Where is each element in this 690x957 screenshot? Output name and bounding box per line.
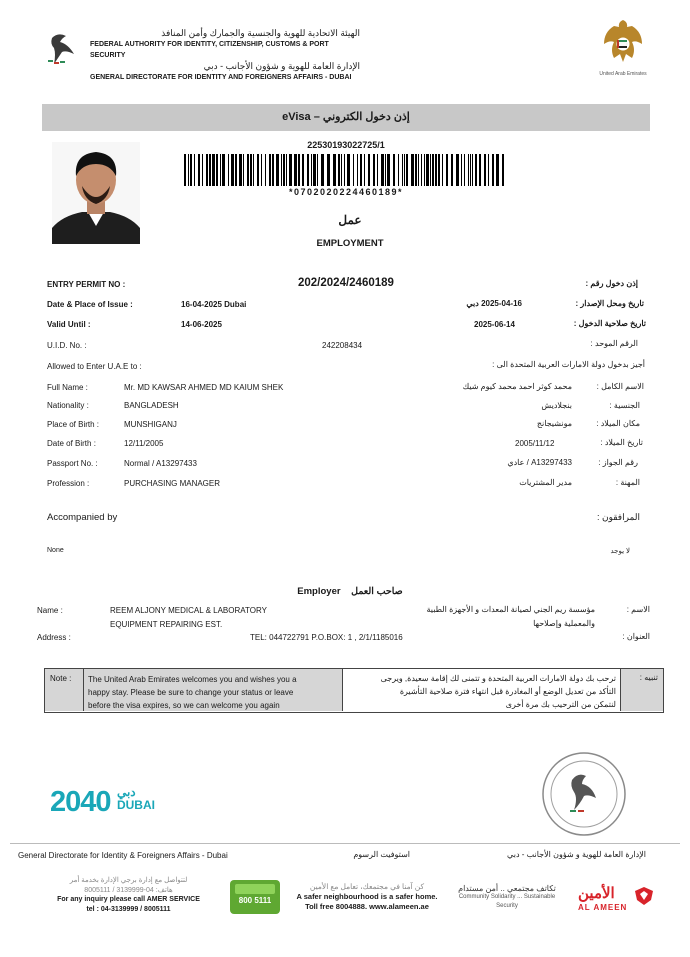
- note-label-en: Note :: [50, 674, 72, 683]
- footer-center-ar: استوفيت الرسوم: [353, 850, 410, 859]
- barcode-bar: [432, 154, 434, 186]
- barcode-bar: [247, 154, 249, 186]
- barcode-bar: [368, 154, 370, 186]
- entry-permit-value: 202/2024/2460189: [298, 277, 394, 289]
- barcode-bar: [216, 154, 218, 186]
- dubai-2040-number: 2040: [50, 786, 111, 818]
- barcode-bar: [231, 154, 234, 186]
- barcode-bar: [344, 154, 345, 186]
- nationality-label: Nationality :: [47, 401, 89, 410]
- dubai-2040-ar: دبي: [116, 785, 136, 799]
- employer-name-label: Name :: [37, 606, 63, 615]
- profession-value-ar: مدير المشتريات: [519, 478, 572, 487]
- employer-name-label-ar: الاسم :: [626, 605, 650, 614]
- barcode-icon: [184, 154, 508, 186]
- uid-label: U.I.D. No. :: [47, 341, 87, 350]
- barcode-bar: [222, 154, 225, 186]
- barcode-bar: [464, 154, 465, 186]
- barcode-bar: [385, 154, 386, 186]
- barcode-bar: [311, 154, 312, 186]
- valid-until-value-en: 14-06-2025: [181, 320, 222, 329]
- full-name-label-ar: الاسم الكامل :: [596, 382, 644, 391]
- ameen-en: A safer neighbourhood is a safer home.: [296, 892, 438, 901]
- barcode-bar: [438, 154, 440, 186]
- note-ar-line: لنتمكن من الترحيب بك مرة أخرى: [505, 700, 616, 709]
- employer-address-value: TEL: 044722791 P.O.BOX: 1 , 2/1/1185016: [250, 633, 403, 642]
- employer-name-ar-1: مؤسسة ريم الجني لصيانة المعدات و الأجهزة الطبية: [426, 605, 595, 614]
- footer-right-ar: الإدارة العامة للهوية و شؤون الأجانب - دبي: [507, 850, 646, 859]
- title-bar-text: [42, 110, 650, 123]
- entry-permit-label-ar: إذن دخول رقم :: [585, 279, 638, 288]
- barcode-bar: [470, 154, 471, 186]
- authority-name-en: FEDERAL AUTHORITY FOR IDENTITY, CITIZENSHIP, CUSTOMS & PORT SECURITY: [90, 41, 329, 59]
- barcode-bar: [209, 154, 211, 186]
- barcode-bar: [347, 154, 350, 186]
- barcode-bar: [461, 154, 462, 186]
- barcode-bar: [484, 154, 486, 186]
- passport-value-en: Normal / A13297433: [124, 459, 197, 468]
- barcode-bar: [426, 154, 429, 186]
- employer-heading: [250, 586, 450, 597]
- barcode-bar: [317, 154, 318, 186]
- barcode-bar: [327, 154, 330, 186]
- nationality-value-ar: بنجلاديش: [541, 401, 572, 410]
- allowed-label-ar: أجيز بدخول دولة الامارات العربية المتحدة الى :: [492, 360, 645, 369]
- valid-until-label-ar: تاريخ صلاحية الدخول :: [573, 319, 646, 328]
- barcode-bar: [472, 154, 473, 186]
- service-badge-icon: [235, 884, 275, 894]
- note-text-en: [88, 673, 297, 712]
- barcode-bar: [276, 154, 279, 186]
- barcode-bar: [373, 154, 375, 186]
- barcode-bar: [289, 154, 292, 186]
- barcode-bar: [341, 154, 342, 186]
- service-badge-number: 800 5111: [238, 896, 272, 905]
- barcode-bar: [294, 154, 297, 186]
- barcode-bar: [286, 154, 287, 186]
- barcode-bar: [468, 154, 469, 186]
- barcode-bar: [250, 154, 252, 186]
- uid-label-ar: الرقم الموحد :: [590, 339, 638, 348]
- community-block: [452, 884, 562, 911]
- barcode-bar: [212, 154, 215, 186]
- barcode-bar: [190, 154, 192, 186]
- uid-value: 242208434: [322, 341, 363, 350]
- al-ameen-logo: [574, 884, 656, 914]
- barcode-bar: [202, 154, 203, 186]
- allowed-label: Allowed to Enter U.A.E to :: [47, 362, 142, 371]
- note-en-line: The United Arab Emirates welcomes you and wishes you a: [88, 675, 297, 684]
- title-en: eVisa –: [282, 111, 320, 123]
- entry-permit-label: ENTRY PERMIT NO :: [47, 280, 126, 289]
- date-of-birth-label: Date of Birth :: [47, 439, 96, 448]
- date-of-birth-value-ar: 2005/11/12: [515, 439, 555, 448]
- category-en: EMPLOYMENT: [316, 238, 384, 249]
- barcode-bar: [488, 154, 489, 186]
- barcode-bar: [261, 154, 262, 186]
- employer-name-en-1: REEM ALJONY MEDICAL & LABORATORY: [110, 606, 267, 615]
- directorate-name-en: GENERAL DIRECTORATE FOR IDENTITY AND FOREIGNERS AFFAIRS - DUBAI: [90, 74, 352, 81]
- ameen-block: [290, 882, 444, 912]
- barcode-bar: [387, 154, 390, 186]
- issue-label: Date & Place of Issue :: [47, 300, 133, 309]
- ameen-ar: كن آمنا في مجتمعك، تعامل مع الأمين: [309, 882, 425, 891]
- employer-heading-ar: صاحب العمل: [351, 586, 403, 597]
- barcode-bar: [398, 154, 399, 186]
- barcode-bar: [243, 154, 244, 186]
- footer-left: General Directorate for Identity & Foreigners Affairs - Dubai: [18, 851, 228, 860]
- portrait-icon: [52, 142, 140, 244]
- barcode-bar: [446, 154, 448, 186]
- note-en-line: before the visa expires, so we can welcome you again: [88, 701, 280, 710]
- barcode-bar: [269, 154, 271, 186]
- inquiry-tel: tel : 04-3139999 / 8005111: [86, 905, 171, 913]
- full-name-value-ar: محمد كوثر احمد محمد كيوم شيك: [462, 382, 572, 391]
- barcode-bar: [430, 154, 431, 186]
- place-of-birth-label-ar: مكان الميلاد :: [596, 419, 640, 428]
- full-name-value-en: Mr. MD KAWSAR AHMED MD KAIUM SHEK: [124, 383, 284, 392]
- issue-label-ar: تاريخ ومحل الإصدار :: [575, 299, 644, 308]
- al-ameen-ar: الأمين: [578, 885, 615, 902]
- accompanied-value-ar: لا يوجد: [610, 548, 630, 555]
- barcode-bar: [411, 154, 414, 186]
- barcode-top-number: 22530193022725/1: [307, 140, 385, 150]
- barcode-bar: [228, 154, 229, 186]
- barcode-bar: [415, 154, 417, 186]
- place-of-birth-label: Place of Birth :: [47, 420, 100, 429]
- accompanied-label: Accompanied by: [47, 512, 118, 523]
- barcode-bar: [377, 154, 378, 186]
- barcode-bar: [235, 154, 237, 186]
- issue-value-ar: 2025-04-16 دبي: [466, 299, 522, 308]
- official-stamp: [540, 750, 628, 838]
- barcode-bar: [338, 154, 340, 186]
- barcode-bottom-number: *070202022446018​9*: [288, 187, 404, 197]
- note-ar-line: التأكد من تعديل الوضع أو المغادرة قبل انتهاء فترة صلاحية التأشيرة: [399, 687, 616, 696]
- directorate-name-ar: الإدارة العامة للهوية و شؤون الأجانب - دبي: [203, 61, 360, 71]
- passport-label-ar: رقم الجواز :: [598, 458, 638, 467]
- passport-value-ar: A13297433 / عادي: [507, 458, 572, 467]
- community-en: Community Solidarity ... Sustainable Security: [458, 894, 556, 909]
- barcode-bar: [442, 154, 443, 186]
- barcode-bar: [272, 154, 274, 186]
- valid-until-value-ar: 2025-06-14: [474, 320, 515, 329]
- barcode-bar: [253, 154, 254, 186]
- barcode-bar: [265, 154, 266, 186]
- barcode-bar: [313, 154, 316, 186]
- valid-until-label: Valid Until :: [47, 320, 91, 329]
- barcode-bar: [307, 154, 309, 186]
- uae-emblem: [598, 18, 648, 80]
- barcode-bar: [406, 154, 408, 186]
- accompanied-label-ar: المرافقون :: [596, 512, 640, 522]
- inquiry-ar-1: لتتواصل مع إدارة برجي الإدارة بخدمة أمر: [69, 877, 188, 884]
- falcon-logo-icon: [44, 28, 84, 68]
- date-of-birth-label-ar: تاريخ الميلاد :: [600, 438, 643, 447]
- barcode-bar: [298, 154, 300, 186]
- ameen-tel: Toll free 8004888. www.alameen.ae: [305, 902, 429, 911]
- barcode-bar: [421, 154, 422, 186]
- employer-name-ar-2: والمعملية وإصلاحها: [533, 619, 595, 628]
- barcode-bar: [283, 154, 285, 186]
- emblem-caption: United Arab Emirates: [599, 71, 647, 77]
- profession-label-ar: المهنة :: [615, 478, 640, 487]
- barcode-bar: [184, 154, 186, 186]
- barcode-bar: [206, 154, 208, 186]
- barcode-bar: [198, 154, 200, 186]
- al-ameen-en: AL AMEEN: [578, 903, 628, 912]
- barcode-bar: [360, 154, 362, 186]
- note-text-ar: [344, 672, 616, 711]
- barcode-bar: [257, 154, 259, 186]
- barcode-bar: [364, 154, 365, 186]
- barcode-bar: [451, 154, 453, 186]
- note-label-ar: تنبيه :: [639, 673, 658, 682]
- authority-name-ar: الهيئة الاتحادية للهوية والجنسية والجمارك وأمن المنافذ: [161, 28, 360, 38]
- inquiry-ar-2: هاتف: 04-3139999 / 8005111: [84, 886, 173, 894]
- note-en-line: happy stay. Please be sure to change your status or leave: [88, 688, 294, 697]
- barcode-bar: [435, 154, 437, 186]
- nationality-value-en: BANGLADESH: [124, 401, 179, 410]
- uae-falcon-emblem-icon: [602, 18, 644, 66]
- place-of-birth-value-en: MUNSHIGANJ: [124, 420, 177, 429]
- barcode-bar: [333, 154, 336, 186]
- community-ar: تكاتف مجتمعي .. أمن مستدام: [458, 884, 556, 893]
- dubai-2040-logo: [50, 786, 155, 820]
- date-of-birth-value-en: 12/11/2005: [124, 439, 164, 448]
- barcode-bar: [456, 154, 459, 186]
- barcode-bar: [393, 154, 395, 186]
- employer-heading-en: Employer: [297, 586, 341, 597]
- barcode-bar: [302, 154, 304, 186]
- barcode-bar: [475, 154, 477, 186]
- barcode-bar: [402, 154, 403, 186]
- barcode-bar: [424, 154, 425, 186]
- barcode-bar: [502, 154, 504, 186]
- inquiry-en: For any inquiry please call AMER SERVICE: [57, 896, 200, 903]
- barcode: [184, 154, 508, 186]
- barcode-bar: [496, 154, 499, 186]
- al-ameen-shield-icon: [634, 886, 654, 906]
- employer-name-en-2: EQUIPMENT REPAIRING EST.: [110, 620, 223, 629]
- barcode-bar: [188, 154, 189, 186]
- barcode-bar: [353, 154, 354, 186]
- full-name-label: Full Name :: [47, 383, 88, 392]
- accompanied-value-en: None: [47, 547, 64, 554]
- inquiry-block: [46, 876, 211, 914]
- barcode-bar: [357, 154, 358, 186]
- stamp-seal-icon: [540, 750, 628, 838]
- issue-value-en: 16-04-2025 Dubai: [181, 300, 247, 309]
- employer-address-label: Address :: [37, 633, 71, 642]
- barcode-bar: [492, 154, 494, 186]
- passport-label: Passport No. :: [47, 459, 98, 468]
- service-badge: [230, 880, 280, 914]
- barcode-bar: [194, 154, 195, 186]
- profession-value-en: PURCHASING MANAGER: [124, 479, 221, 488]
- barcode-bar: [404, 154, 405, 186]
- barcode-bar: [381, 154, 384, 186]
- employer-address-label-ar: العنوان :: [622, 632, 650, 641]
- place-of-birth-value-ar: مونشيجانج: [536, 419, 572, 428]
- category-ar: عمل: [338, 213, 362, 227]
- barcode-bar: [321, 154, 324, 186]
- dubai-2040-en: DUBAI: [116, 798, 155, 812]
- note-ar-line: ترحب بك دولة الامارات العربية المتحدة و تتمنى لك إقامة سعيدة, ويرجى: [380, 674, 616, 683]
- title-ar: إذن دخول الكتروني: [322, 111, 410, 123]
- authority-logo: [44, 28, 84, 68]
- barcode-bar: [479, 154, 481, 186]
- nationality-label-ar: الجنسية :: [609, 401, 640, 410]
- profession-label: Profession :: [47, 479, 90, 488]
- barcode-bar: [239, 154, 242, 186]
- barcode-bar: [418, 154, 419, 186]
- applicant-photo: [52, 142, 140, 244]
- barcode-bar: [220, 154, 221, 186]
- barcode-bar: [281, 154, 282, 186]
- footer-divider: [10, 843, 680, 844]
